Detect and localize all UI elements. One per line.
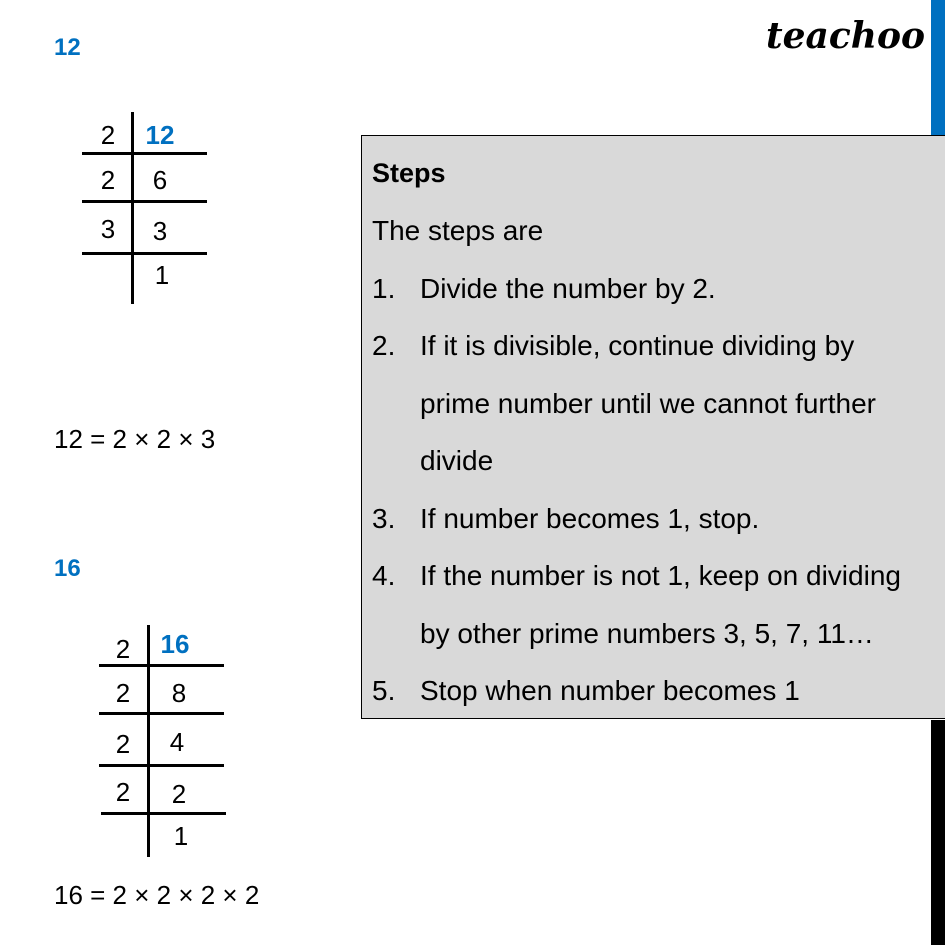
teachoo-logo: teachoo (766, 15, 925, 57)
step-text: If it is divisible, continue dividing by (420, 330, 855, 361)
ladder-divisor: 3 (100, 214, 116, 244)
step-marker: 3. (372, 503, 396, 534)
step-marker: 1. (372, 273, 396, 304)
example-16-equation: 16 = 2 × 2 × 2 × 2 (54, 880, 260, 910)
ladder-divider (99, 712, 224, 715)
accent-bar-black (931, 720, 945, 945)
ladder-dividend: 1 (154, 260, 170, 290)
step-text: If number becomes 1, stop. (420, 503, 760, 534)
step-marker: 5. (372, 675, 396, 706)
ladder-divisor: 2 (115, 634, 131, 664)
ladder-divisor: 2 (100, 165, 116, 195)
ladder-divisor: 2 (115, 678, 131, 708)
ladder-dividend: 16 (160, 629, 190, 659)
ladder-vertical-line (147, 625, 150, 857)
steps-box (361, 135, 945, 719)
ladder-divider (99, 764, 224, 767)
steps-intro: The steps are (372, 215, 544, 246)
example-16-heading: 16 (54, 555, 81, 582)
step-text: prime number until we cannot further (420, 388, 876, 419)
ladder-divider (82, 152, 207, 155)
ladder-dividend: 1 (173, 821, 189, 851)
ladder-divider (82, 252, 207, 255)
steps-title: Steps (372, 158, 446, 188)
ladder-dividend: 12 (145, 120, 175, 150)
ladder-dividend: 6 (152, 165, 168, 195)
ladder-dividend: 2 (171, 779, 187, 809)
ladder-divisor: 2 (115, 777, 131, 807)
ladder-divisor: 2 (115, 729, 131, 759)
ladder-dividend: 4 (169, 727, 185, 757)
step-text: If the number is not 1, keep on dividing (420, 560, 901, 591)
ladder-divider (99, 664, 224, 667)
ladder-divider (82, 200, 207, 203)
accent-bar-blue (931, 0, 945, 135)
example-12-heading: 12 (54, 34, 81, 61)
ladder-divider (101, 812, 226, 815)
step-text: by other prime numbers 3, 5, 7, 11… (420, 618, 874, 649)
ladder-vertical-line (131, 112, 134, 304)
ladder-dividend: 8 (171, 678, 187, 708)
step-marker: 2. (372, 330, 396, 361)
step-marker: 4. (372, 560, 396, 591)
step-text: divide (420, 445, 494, 476)
ladder-dividend: 3 (152, 216, 168, 246)
division-ladder-16 (99, 625, 227, 857)
example-12-equation: 12 = 2 × 2 × 3 (54, 424, 216, 454)
step-text: Divide the number by 2. (420, 273, 716, 304)
step-text: Stop when number becomes 1 (420, 675, 800, 706)
division-ladder-12 (82, 112, 208, 304)
ladder-divisor: 2 (100, 120, 116, 150)
